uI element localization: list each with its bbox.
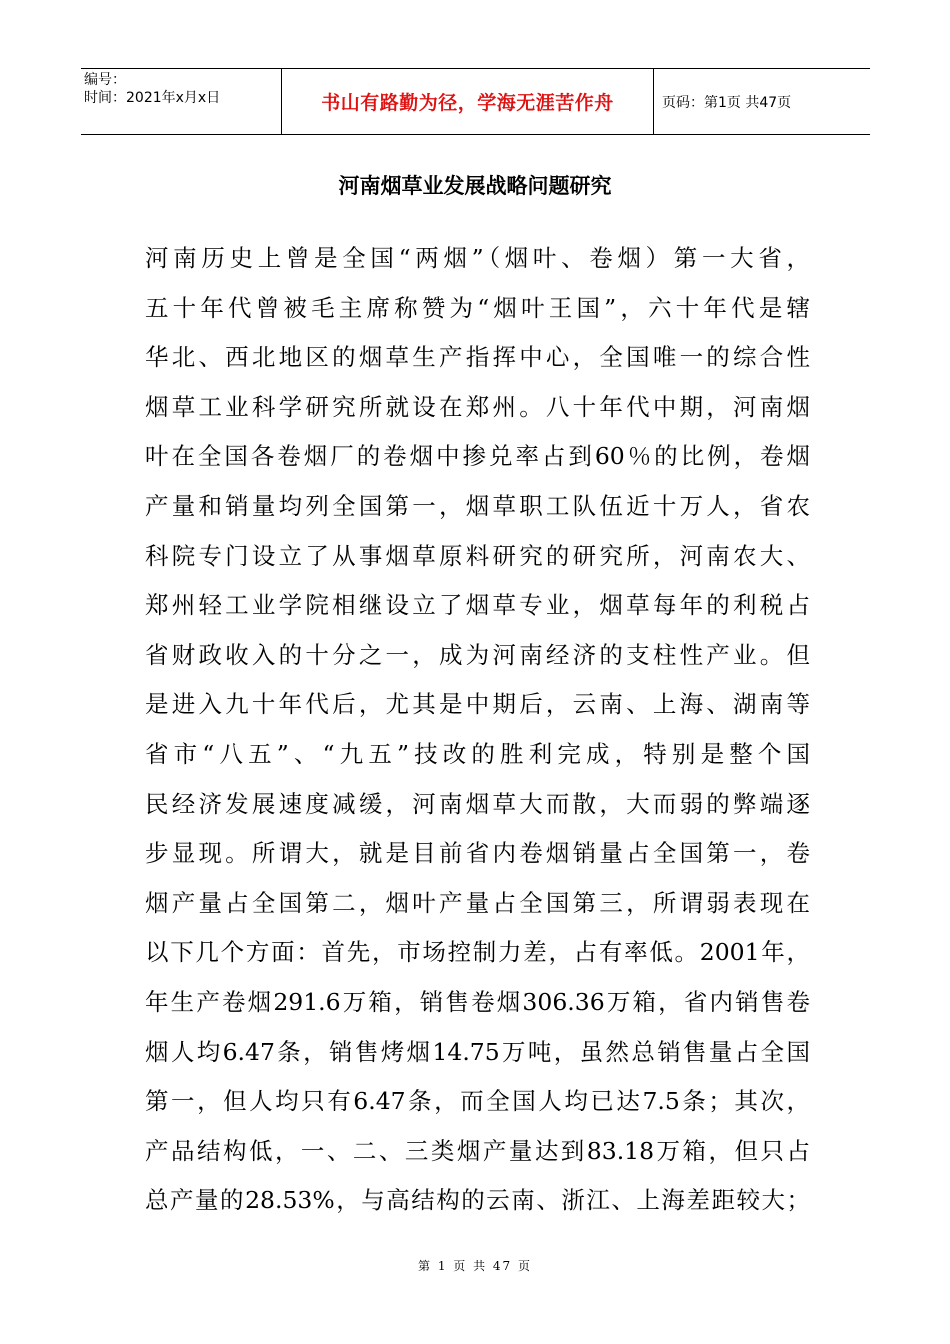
body-paragraph bbox=[145, 234, 810, 1226]
body-line: 总产量的28.53%，与高结构的云南、浙江、上海差距较大； bbox=[145, 1186, 810, 1215]
body-line: 年生产卷烟291.6万箱，销售卷烟306.36万箱，省内销售卷 bbox=[145, 987, 810, 1016]
body-line: 省财政收入的十分之一，成为河南经济的支柱性产业。但 bbox=[145, 640, 810, 669]
motto-text: 书山有路勤为径，学海无涯苦作舟 bbox=[321, 92, 614, 114]
number-label: 编号： bbox=[84, 72, 126, 88]
body-line: 郑州轻工业学院相继设立了烟草专业，烟草每年的利税占 bbox=[145, 591, 810, 620]
body-line: 产品结构低，一、二、三类烟产量达到83.18万箱，但只占 bbox=[145, 1136, 810, 1165]
body-line: 烟草工业科学研究所就设在郑州。八十年代中期，河南烟 bbox=[145, 392, 810, 421]
page-info: 页码：第1页 共47页 bbox=[662, 94, 792, 111]
body-line: 科院专门设立了从事烟草原料研究的研究所，河南农大、 bbox=[145, 541, 810, 570]
body-line: 以下几个方面：首先，市场控制力差，占有率低。2001年， bbox=[145, 938, 810, 967]
body-line: 烟产量占全国第二，烟叶产量占全国第三，所谓弱表现在 bbox=[145, 888, 810, 917]
document-title: 河南烟草业发展战略问题研究 bbox=[338, 174, 612, 198]
body-line: 产量和销量均列全国第一，烟草职工队伍近十万人，省农 bbox=[145, 491, 810, 520]
body-line: 省市“八五”、“九五”技改的胜利完成，特别是整个国 bbox=[145, 739, 810, 768]
page-footer: 第 1 页 共 47 页 bbox=[418, 1259, 532, 1273]
header-meta-cell bbox=[81, 69, 282, 134]
body-line: 叶在全国各卷烟厂的卷烟中掺兑率占到60％的比例，卷烟 bbox=[145, 442, 810, 471]
body-line: 五十年代曾被毛主席称赞为“烟叶王国”，六十年代是辖 bbox=[145, 293, 810, 322]
body-line: 步显现。所谓大，就是目前省内卷烟销量占全国第一，卷 bbox=[145, 839, 810, 868]
body-line: 民经济发展速度减缓，河南烟草大而散，大而弱的弊端逐 bbox=[145, 789, 810, 818]
document-header bbox=[81, 68, 870, 135]
body-line: 华北、西北地区的烟草生产指挥中心，全国唯一的综合性 bbox=[145, 343, 810, 372]
body-line: 是进入九十年代后，尤其是中期后，云南、上海、湖南等 bbox=[145, 690, 810, 719]
body-line: 河南历史上曾是全国“两烟”（烟叶、卷烟）第一大省， bbox=[145, 244, 810, 272]
header-page-cell bbox=[654, 69, 870, 134]
body-line: 烟人均6.47条，销售烤烟14.75万吨，虽然总销售量占全国 bbox=[145, 1037, 810, 1066]
body-line: 第一，但人均只有6.47条，而全国人均已达7.5条；其次， bbox=[145, 1087, 810, 1116]
time-label: 时间：2021年x月x日 bbox=[84, 90, 221, 106]
header-motto-cell bbox=[282, 69, 654, 134]
